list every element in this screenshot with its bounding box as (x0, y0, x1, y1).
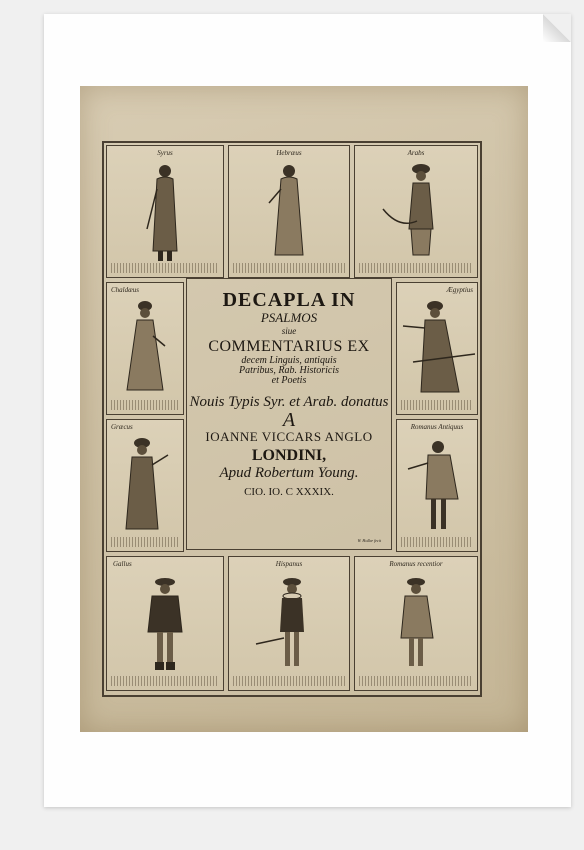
syrus-figure (145, 159, 185, 269)
title-commentarius: COMMENTARIUS EX (208, 338, 370, 355)
panel-gallus (106, 556, 224, 691)
title-siue: siue (281, 326, 297, 336)
panel-syrus (106, 145, 224, 278)
panel-hispanus (228, 556, 350, 691)
ground-hatching (111, 676, 219, 686)
title-psalmos: PSALMOS (260, 310, 318, 325)
ground-hatching (233, 676, 345, 686)
panel-romanus-antiquus (396, 419, 478, 552)
ground-hatching (359, 676, 473, 686)
arabs-figure (381, 159, 451, 269)
ground-hatching (401, 537, 473, 547)
graecus-figure (120, 433, 170, 543)
aegyptius-figure (399, 296, 475, 406)
figure-label: Hebræus (276, 149, 302, 157)
imprint-place: LONDINI, (251, 447, 327, 464)
figure-label: Arabs (407, 149, 425, 157)
ground-hatching (111, 400, 179, 410)
panel-romanus-recentior (354, 556, 478, 691)
ground-hatching (111, 537, 179, 547)
ground-hatching (233, 263, 345, 273)
engraving-frame (102, 141, 482, 697)
engraved-title-page (80, 86, 528, 732)
title-patribus: Patribus, Rab. Historicis (238, 365, 339, 376)
imprint-date: CIO. IO. C XXXIX. (244, 486, 334, 498)
romanus-antiquus-figure (402, 433, 472, 543)
author-name: IOANNE VICCARS ANGLO (205, 429, 373, 444)
chaldaeus-figure (123, 296, 167, 406)
title-block (186, 278, 392, 550)
figure-label: Græcus (111, 423, 133, 431)
title-a: A (282, 409, 296, 431)
panel-chaldaeus (106, 282, 184, 415)
title-main: DECAPLA IN (222, 289, 356, 311)
romanus-recentior-figure (391, 572, 441, 682)
title-linguis: decem Linguis, antiquis (241, 355, 337, 366)
panel-aegyptius (396, 282, 478, 415)
page-curl (543, 14, 571, 42)
title-poetis: et Poetis (271, 375, 307, 386)
ground-hatching (359, 263, 473, 273)
panel-arabs (354, 145, 478, 278)
imprint-printer: Apud Robertum Young. (219, 465, 359, 481)
figure-label: Syrus (157, 149, 173, 157)
ground-hatching (111, 263, 219, 273)
figure-label: Ægyptius (446, 286, 473, 294)
figure-label: Romanus recentior (389, 560, 443, 568)
gallus-figure (140, 572, 190, 682)
figure-label: Romanus Antiquus (410, 423, 464, 431)
title-typis: Nouis Typis Syr. et Arab. donatus (189, 394, 389, 410)
hebraeus-figure (267, 159, 311, 269)
panel-hebraeus (228, 145, 350, 278)
panel-graecus (106, 419, 184, 552)
figure-label: Hispanus (275, 560, 303, 568)
engraver-signature: W. Hollar fecit (357, 538, 381, 543)
figure-label: Chaldæus (111, 286, 140, 294)
ground-hatching (401, 400, 473, 410)
figure-label: Gallus (113, 560, 132, 568)
hispanus-figure (254, 572, 324, 682)
